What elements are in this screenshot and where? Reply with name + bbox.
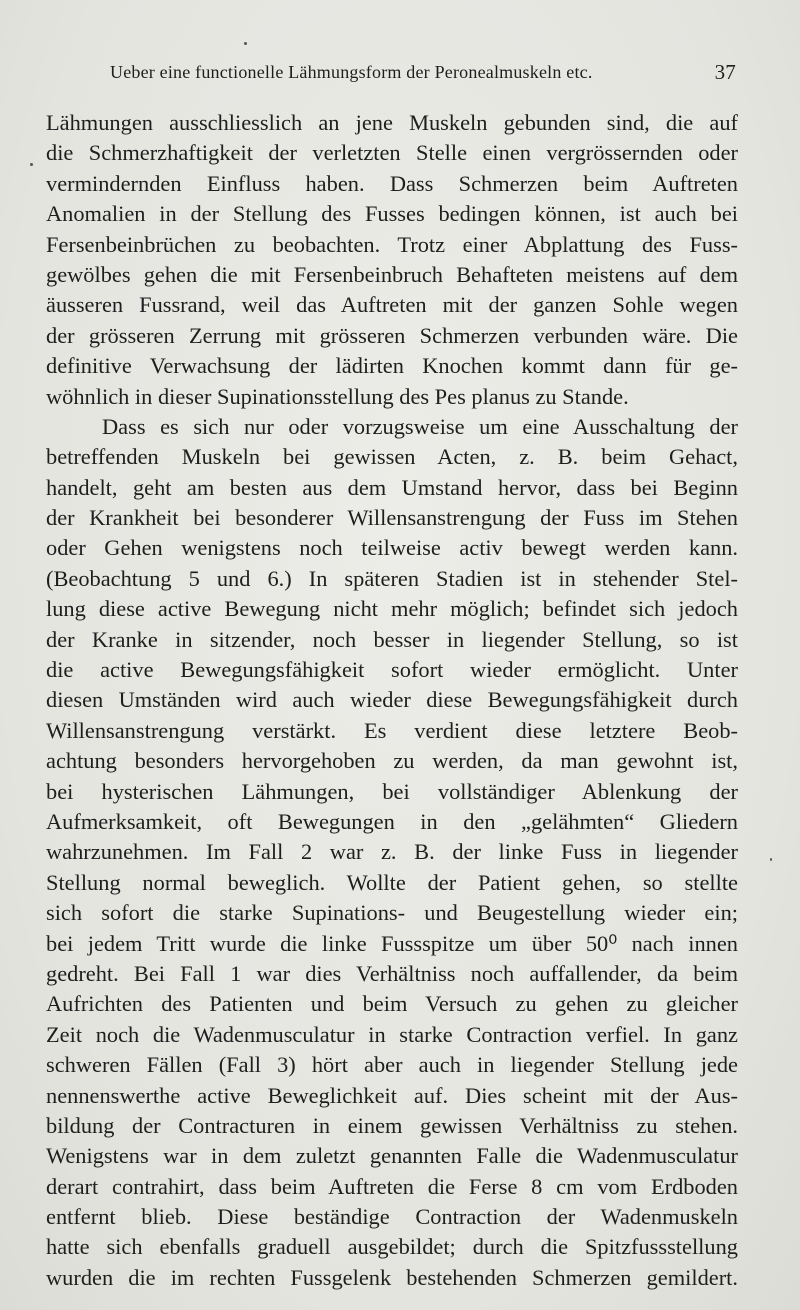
text-line: vermindernden Einfluss haben. Dass Schmerzen beim Auftreten	[46, 170, 738, 196]
text-line: achtung besonders hervorgehoben zu werden, da man gewohnt ist,	[46, 748, 738, 774]
text-line: (Beobachtung 5 und 6.) In späteren Stadien ist in stehender Stel-	[46, 565, 738, 591]
text-line: wurden die im rechten Fussgelenk bestehenden Schmerzen gemildert.	[46, 1264, 738, 1290]
text-line: bei hysterischen Lähmungen, bei vollständiger Ablenkung der	[46, 778, 738, 804]
text-line: die Schmerzhaftigkeit der verletzten Stelle einen vergrössernden oder	[46, 140, 738, 166]
text-line: schweren Fällen (Fall 3) hört aber auch in liegender Stellung jede	[46, 1052, 738, 1078]
text-line: Fersenbeinbrüchen zu beobachten. Trotz einer Abplattung des Fuss-	[46, 231, 738, 257]
body-text	[46, 108, 738, 1293]
ink-speck	[770, 858, 772, 861]
text-line: definitive Verwachsung der lädirten Knochen kommt dann für ge-	[46, 353, 738, 379]
text-line: Willensanstrengung verstärkt. Es verdient diese letztere Beob-	[46, 717, 738, 743]
text-line: diesen Umständen wird auch wieder diese Bewegungsfähigkeit durch	[46, 687, 738, 713]
ink-speck	[30, 163, 33, 166]
text-line: hatte sich ebenfalls graduell ausgebildet; durch die Spitzfussstellung	[46, 1234, 738, 1260]
text-line: sich sofort die starke Supinations- und Beugestellung wieder ein;	[46, 900, 738, 926]
text-line: entfernt blieb. Diese beständige Contraction der Wadenmuskeln	[46, 1204, 738, 1230]
text-line: Stellung normal beweglich. Wollte der Patient gehen, so stellte	[46, 869, 738, 895]
text-line: äusseren Fussrand, weil das Auftreten mit der ganzen Sohle wegen	[46, 292, 738, 318]
running-header	[110, 60, 736, 88]
text-line: Zeit noch die Wadenmusculatur in starke Contraction verfiel. In ganz	[46, 1021, 738, 1047]
text-line: der grösseren Zerrung mit grösseren Schmerzen verbunden wäre. Die	[46, 322, 738, 348]
text-line: lung diese active Bewegung nicht mehr möglich; befindet sich jedoch	[46, 596, 738, 622]
text-line: Aufmerksamkeit, oft Bewegungen in den „gelähmten“ Gliedern	[46, 808, 738, 834]
text-line: Lähmungen ausschliesslich an jene Muskeln gebunden sind, die auf	[46, 110, 738, 135]
text-line: nennenswerthe active Beweglichkeit auf. Dies scheint mit der Aus-	[46, 1082, 738, 1108]
text-line: betreffenden Muskeln bei gewissen Acten, z. B. beim Gehact,	[46, 444, 738, 470]
text-line: bei jedem Tritt wurde die linke Fussspitze um über 50⁰ nach innen	[46, 930, 738, 956]
text-line: Anomalien in der Stellung des Fusses bedingen können, ist auch bei	[46, 201, 738, 227]
text-line: der Kranke in sitzender, noch besser in liegender Stellung, so ist	[46, 626, 738, 652]
text-line: der Krankheit bei besonderer Willensanstrengung der Fuss im Stehen	[46, 505, 738, 531]
text-line: oder Gehen wenigstens noch teilweise activ bewegt werden kann.	[46, 535, 738, 561]
text-line: gewölbes gehen die mit Fersenbeinbruch Behafteten meistens auf dem	[46, 261, 738, 287]
text-line: wöhnlich in dieser Supinationsstellung des Pes planus zu Stande.	[46, 383, 629, 409]
text-line: Wenigstens war in dem zuletzt genannten Falle die Wadenmusculatur	[46, 1143, 738, 1169]
text-line: gedreht. Bei Fall 1 war dies Verhältniss noch auffallender, da beim	[46, 960, 738, 986]
text-line: die active Bewegungsfähigkeit sofort wieder ermöglicht. Unter	[46, 657, 738, 683]
text-line: Aufrichten des Patienten und beim Versuch zu gehen zu gleicher	[46, 991, 738, 1017]
text-line: bildung der Contracturen in einem gewissen Verhältniss zu stehen.	[46, 1112, 738, 1138]
text-line: wahrzunehmen. Im Fall 2 war z. B. der linke Fuss in liegender	[46, 839, 738, 865]
running-title: Ueber eine functionelle Lähmungsform der Peronealmuskeln etc.	[110, 62, 593, 82]
text-line: derart contrahirt, dass beim Auftreten die Ferse 8 cm vom Erdboden	[46, 1173, 738, 1199]
text-line: handelt, geht am besten aus dem Umstand hervor, dass bei Beginn	[46, 474, 738, 500]
ink-speck	[244, 42, 247, 45]
paragraph-first-line: Dass es sich nur oder vorzugsweise um eine Ausschaltung der	[102, 413, 738, 439]
page-number: 37	[714, 60, 736, 84]
